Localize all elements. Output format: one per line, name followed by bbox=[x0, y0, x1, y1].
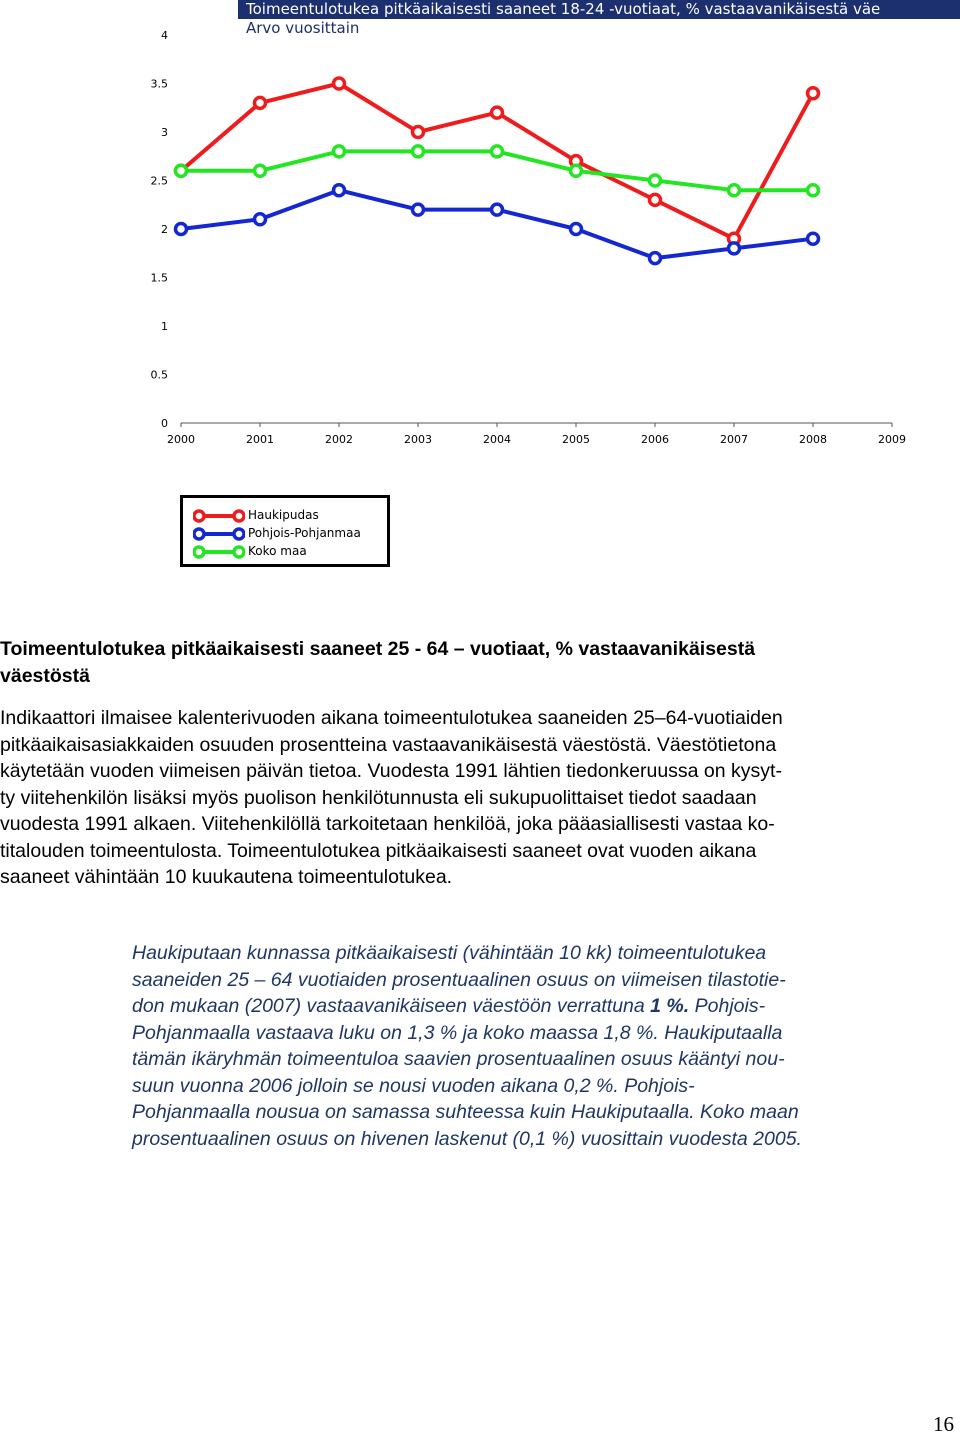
data-point-series-1 bbox=[255, 97, 266, 108]
data-point-series-3 bbox=[650, 175, 661, 186]
x-tick-label: 2003 bbox=[404, 433, 432, 446]
legend-swatch-red bbox=[193, 507, 245, 525]
analysis-line: prosentuaalinen osuus on hivenen laskenut (0,1 %) vuosittain vuodesta 2005. bbox=[132, 1127, 802, 1150]
description-line: pitkäaikaisasiakkaiden osuuden prosentteina vastaavanikäisestä väestöstä. Väestötietona bbox=[0, 733, 777, 756]
analysis-text: Pohjois- bbox=[689, 995, 766, 1017]
data-point-series-2 bbox=[650, 253, 661, 264]
legend-label: Pohjois-Pohjanmaa bbox=[248, 526, 361, 540]
data-point-series-1 bbox=[413, 127, 424, 138]
analysis-highlight: 1 %. bbox=[650, 995, 690, 1017]
analysis-line: Haukiputaan kunnassa pitkäaikaisesti (vähintään 10 kk) toimeentulotukea bbox=[132, 942, 767, 964]
analysis-paragraph bbox=[132, 940, 952, 1152]
legend-swatch-green bbox=[193, 543, 245, 561]
data-point-series-3 bbox=[255, 165, 266, 176]
data-point-series-2 bbox=[413, 204, 424, 215]
x-tick-label: 2000 bbox=[167, 433, 195, 446]
data-point-series-3 bbox=[729, 185, 740, 196]
data-point-series-3 bbox=[808, 185, 819, 196]
description-paragraph bbox=[0, 705, 960, 891]
y-tick-label: 3 bbox=[161, 126, 168, 139]
y-tick-label: 2 bbox=[161, 223, 168, 236]
description-line: titalouden toimeentulosta. Toimeentulotukea pitkäaikaisesti saaneet ovat vuoden aikana bbox=[0, 839, 757, 862]
data-point-series-2 bbox=[176, 224, 187, 235]
description-line: ty viitehenkilön lisäksi myös puolison henkilötunnusta eli sukupuolittaiset tiedot saadaan bbox=[0, 786, 757, 809]
data-point-series-2 bbox=[571, 224, 582, 235]
data-point-series-3 bbox=[492, 146, 503, 157]
description-line: vuodesta 1991 alkaen. Viitehenkilöllä tarkoitetaan henkilöä, joka pääasiallisesti vastaa ko- bbox=[0, 813, 775, 835]
legend-item-haukipudas bbox=[193, 507, 383, 525]
x-tick-label: 2009 bbox=[878, 433, 906, 446]
data-point-series-3 bbox=[571, 165, 582, 176]
x-tick-label: 2001 bbox=[246, 433, 274, 446]
series-line-2 bbox=[181, 190, 813, 258]
x-tick-label: 2005 bbox=[562, 433, 590, 446]
analysis-line bbox=[132, 993, 952, 1020]
heading-line: Toimeentulotukea pitkäaikaisesti saaneet 25 - 64 – vuotiaat, % vastaavanikäisestä bbox=[0, 638, 756, 660]
data-point-series-1 bbox=[650, 194, 661, 205]
legend-label: Koko maa bbox=[248, 544, 307, 558]
legend-item-koko-maa bbox=[193, 543, 383, 561]
data-point-series-3 bbox=[176, 165, 187, 176]
analysis-line: suun vuonna 2006 jolloin se nousi vuoden aikana 0,2 %. Pohjois- bbox=[132, 1074, 695, 1097]
data-point-series-2 bbox=[492, 204, 503, 215]
page-number: 16 bbox=[933, 1412, 954, 1436]
data-point-series-3 bbox=[413, 146, 424, 157]
x-tick-label: 2006 bbox=[641, 433, 669, 446]
chart-legend bbox=[180, 495, 390, 567]
y-tick-label: 0 bbox=[161, 417, 168, 430]
line-chart bbox=[0, 0, 960, 460]
data-point-series-1 bbox=[492, 107, 503, 118]
chart-title: Toimeentulotukea pitkäaikaisesti saaneet 18-24 -vuotiaat, % vastaavanikäisestä väe bbox=[246, 0, 881, 18]
chart-subtitle: Arvo vuosittain bbox=[246, 19, 360, 37]
data-point-series-2 bbox=[729, 243, 740, 254]
legend-swatch-blue bbox=[193, 525, 245, 543]
analysis-line: Pohjanmaalla vastaava luku on 1,3 % ja koko maassa 1,8 %. Haukiputaalla bbox=[132, 1021, 783, 1044]
heading-line: väestöstä bbox=[0, 665, 90, 687]
analysis-line: Pohjanmaalla nousua on samassa suhteessa kuin Haukiputaalla. Koko maan bbox=[132, 1101, 799, 1123]
y-tick-label: 3.5 bbox=[150, 77, 168, 91]
legend-item-pohjois-pohjanmaa bbox=[193, 525, 383, 543]
y-tick-label: 1.5 bbox=[150, 271, 168, 285]
y-tick-label: 2.5 bbox=[150, 174, 168, 188]
data-point-series-2 bbox=[255, 214, 266, 225]
data-point-series-2 bbox=[334, 185, 345, 196]
analysis-text: don mukaan (2007) vastaavanikäiseen väestöön verrattuna bbox=[132, 995, 651, 1017]
description-line: käytetään vuoden viimeisen päivän tietoa. Vuodesta 1991 lähtien tiedonkeruussa on kysyt- bbox=[0, 760, 782, 782]
x-tick-label: 2004 bbox=[483, 433, 511, 446]
description-line: saaneet vähintään 10 kuukautena toimeentulotukea. bbox=[0, 866, 453, 888]
analysis-line: tämän ikäryhmän toimeentuloa saavien prosentuaalinen osuus kääntyi nou- bbox=[132, 1048, 785, 1070]
x-tick-label: 2002 bbox=[325, 433, 353, 446]
section-heading bbox=[0, 636, 960, 690]
data-point-series-1 bbox=[334, 78, 345, 89]
y-tick-label: 1 bbox=[161, 320, 168, 333]
data-point-series-3 bbox=[334, 146, 345, 157]
x-tick-label: 2007 bbox=[720, 433, 748, 446]
x-tick-label: 2008 bbox=[799, 433, 827, 446]
analysis-line: saaneiden 25 – 64 vuotiaiden prosentuaalinen osuus on viimeisen tilastotie- bbox=[132, 968, 786, 991]
description-line: Indikaattori ilmaisee kalenterivuoden aikana toimeentulotukea saaneiden 25–64-vuotiaiden bbox=[0, 707, 783, 729]
data-point-series-2 bbox=[808, 233, 819, 244]
y-tick-label: 4 bbox=[161, 29, 168, 42]
y-tick-label: 0.5 bbox=[150, 368, 168, 382]
data-point-series-1 bbox=[808, 88, 819, 99]
legend-label: Haukipudas bbox=[248, 508, 319, 522]
